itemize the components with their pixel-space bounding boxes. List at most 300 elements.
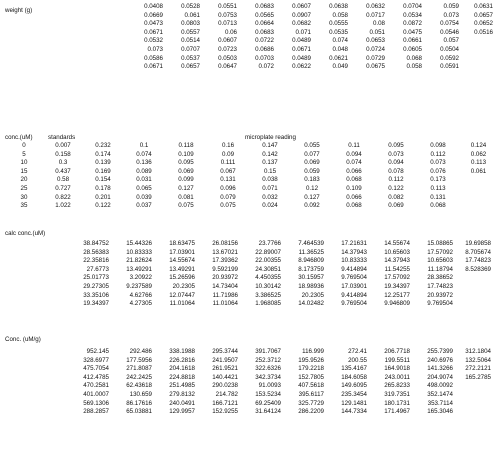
calc-cell: 8.705674 <box>465 248 491 256</box>
mass-cell: 149.6095 <box>341 382 367 390</box>
mass-cell: 86.17616 <box>126 399 152 407</box>
calc-row <box>66 300 491 309</box>
weight-cell: 0.0661 <box>403 37 422 45</box>
calc-cell: 15.08865 <box>427 240 453 247</box>
conc-row <box>5 194 498 203</box>
mass-cell: 286.2209 <box>298 408 324 416</box>
calc-cell: 22.89007 <box>255 248 281 256</box>
weight-cell: 0.0717 <box>366 11 385 19</box>
weight-table <box>126 3 493 72</box>
weight-cell: 0.0653 <box>366 37 385 45</box>
calc-cell: 23.7766 <box>258 240 281 247</box>
conc-cell: 30 <box>20 193 28 201</box>
mass-cell: 235.3454 <box>341 390 367 398</box>
weight-row <box>126 12 493 21</box>
mass-cell: 395.6117 <box>298 390 324 398</box>
calc-conc-table <box>66 240 491 309</box>
calc-cell: 20.2305 <box>172 282 195 290</box>
conc-table <box>5 142 498 211</box>
mass-cell: 240.0491 <box>169 399 195 407</box>
calc-cell: 38.84752 <box>83 240 109 247</box>
mass-cell: 144.7334 <box>341 408 367 416</box>
conc-cell: 0.113 <box>430 184 446 192</box>
weight-cell: 0.0591 <box>440 63 459 71</box>
weight-cell: 0.0753 <box>218 11 237 19</box>
mass-cell: 328.6977 <box>83 356 109 364</box>
conc-cell: 0.15 <box>263 167 277 175</box>
mass-cell: 195.9526 <box>298 356 324 364</box>
calc-cell: 17.39362 <box>212 257 238 265</box>
conc-cell: 0.094 <box>388 159 404 167</box>
weight-cell: 0.0528 <box>181 3 200 10</box>
conc-cell: 0.082 <box>388 193 404 201</box>
calc-cell: 9.769504 <box>341 300 367 308</box>
mass-cell <box>453 391 491 400</box>
mass-cell: 165.3046 <box>427 408 453 416</box>
conc-cell: 0.079 <box>220 193 236 201</box>
conc-cell: 0.232 <box>95 142 111 149</box>
weight-cell <box>459 46 493 55</box>
conc-cell: 0.109 <box>178 150 194 158</box>
conc-cell: 0.039 <box>136 193 152 201</box>
weight-cell: 0.0514 <box>181 37 200 45</box>
mass-cell: 255.7399 <box>427 348 453 355</box>
weight-cell: 0.0683 <box>255 28 274 36</box>
conc-cell: 0.437 <box>55 167 71 175</box>
calc-cell: 3.386525 <box>255 291 281 299</box>
mass-cell: 164.9018 <box>384 365 410 373</box>
calc-cell: 17.74823 <box>427 282 453 290</box>
conc-cell <box>459 202 498 211</box>
weight-cell: 0.06 <box>224 28 237 36</box>
calc-cell: 4.450355 <box>255 274 281 282</box>
mass-cell: 200.55 <box>348 356 367 364</box>
conc-cell: 0.068 <box>346 176 362 184</box>
mass-cell: 319.7351 <box>384 390 410 398</box>
weight-cell: 0.0675 <box>366 63 385 71</box>
mass-cell: 226.2816 <box>169 356 195 364</box>
calc-cell: 17.74823 <box>465 257 491 265</box>
weight-cell: 0.0592 <box>440 54 459 62</box>
calc-cell: 14.37943 <box>384 257 410 265</box>
conc-cell: 0.075 <box>178 202 194 210</box>
mass-row <box>66 400 491 409</box>
calc-cell: 15.44326 <box>126 240 152 247</box>
mass-cell: 135.4167 <box>341 365 367 373</box>
conc-cell: 0.037 <box>136 202 152 210</box>
calc-cell: 30.15957 <box>298 274 324 282</box>
weight-cell: 0.0671 <box>144 28 163 36</box>
weight-cell: 0.0872 <box>403 20 422 28</box>
weight-cell: 0.057 <box>443 37 459 45</box>
calc-cell: 7.464539 <box>298 240 324 247</box>
calc-cell: 11.36525 <box>298 248 324 256</box>
calc-cell: 10.65603 <box>427 257 453 265</box>
calc-cell: 15.26596 <box>169 274 195 282</box>
weight-cell: 0.058 <box>406 63 422 71</box>
conc-cell: 0.095 <box>388 142 404 149</box>
mass-cell: 292.486 <box>129 348 152 355</box>
conc-cell: 0.124 <box>470 142 487 149</box>
conc-cell: 0.074 <box>136 150 152 158</box>
mass-cell: 475.7054 <box>83 365 109 373</box>
mass-cell: 312.1804 <box>465 348 491 355</box>
mass-cell: 140.4421 <box>212 373 238 381</box>
weight-cell: 0.072 <box>258 63 274 71</box>
weight-cell: 0.0803 <box>181 20 200 28</box>
weight-cell: 0.0707 <box>181 45 200 53</box>
calc-cell: 4.62766 <box>129 291 152 299</box>
conc-cell: 0.073 <box>388 150 404 158</box>
mass-cell: 288.2857 <box>83 408 109 416</box>
mass-cell: 65.03881 <box>126 408 152 416</box>
conc-cell: 20 <box>20 176 28 184</box>
mass-cell: 62.43618 <box>126 382 152 390</box>
conc-label: conc.(uM) <box>5 134 33 141</box>
mass-cell: 116.999 <box>302 348 324 355</box>
weight-cell: 0.0516 <box>474 28 493 36</box>
calc-cell: 27.6773 <box>86 265 109 273</box>
weight-label: weight (g) <box>5 7 33 14</box>
conc-cell: 0.068 <box>346 202 362 210</box>
mass-cell: 412.4785 <box>83 373 109 381</box>
weight-cell: 0.0647 <box>218 63 237 71</box>
conc-row <box>5 159 498 168</box>
calc-row <box>66 240 491 249</box>
weight-cell: 0.061 <box>184 11 200 19</box>
mass-cell: 165.2785 <box>465 373 491 381</box>
mass-cell: 206.7718 <box>384 348 410 355</box>
weight-cell: 0.0657 <box>474 11 493 19</box>
conc-cell <box>459 194 498 203</box>
weight-cell: 0.0557 <box>181 28 200 36</box>
conc-cell: 0.822 <box>55 193 71 201</box>
conc-cell: 0.173 <box>430 176 446 184</box>
conc-cell: 0.1 <box>139 142 149 149</box>
calc-cell: 9.237589 <box>126 282 152 290</box>
mass-cell: 184.6058 <box>341 373 367 381</box>
weight-cell: 0.0565 <box>255 11 274 19</box>
mass-cell: 295.3744 <box>212 348 238 355</box>
conc-cell: 0.154 <box>95 176 111 184</box>
weight-cell: 0.0534 <box>403 11 422 19</box>
conc-cell: 0.055 <box>304 142 320 149</box>
conc-cell: 0.131 <box>220 176 236 184</box>
mass-cell: 91.0093 <box>258 382 281 390</box>
conc-cell: 0.089 <box>136 167 152 175</box>
conc-cell <box>459 185 498 194</box>
weight-cell: 0.0652 <box>474 20 493 28</box>
calc-cell: 26.08156 <box>212 240 238 247</box>
conc-cell: 0.038 <box>262 176 278 184</box>
weight-row <box>126 3 493 12</box>
calc-cell: 14.02482 <box>298 300 324 308</box>
weight-cell: 0.0723 <box>218 45 237 53</box>
mass-row <box>66 348 491 357</box>
calc-row <box>66 292 491 301</box>
mass-cell: 241.9507 <box>212 356 238 364</box>
weight-cell: 0.0686 <box>255 45 274 53</box>
conc-cell: 0.118 <box>178 142 194 149</box>
weight-cell: 0.0408 <box>144 3 163 10</box>
calc-cell: 9.946809 <box>384 300 410 308</box>
conc-cell: 0.069 <box>388 202 404 210</box>
weight-cell: 0.073 <box>443 11 459 19</box>
calc-cell: 10.83333 <box>126 248 152 256</box>
conc-cell: 0.061 <box>470 167 487 175</box>
weight-cell: 0.071 <box>295 28 311 36</box>
weight-cell: 0.0537 <box>181 54 200 62</box>
calc-row <box>66 266 491 275</box>
mass-cell: 290.0238 <box>212 382 238 390</box>
conc-cell: 0.077 <box>304 150 320 158</box>
conc-cell: 1.022 <box>55 202 71 210</box>
weight-cell: 0.058 <box>332 11 348 19</box>
mass-cell: 204.1618 <box>169 365 195 373</box>
weight-cell: 0.073 <box>147 45 163 53</box>
mass-cell: 152.7805 <box>298 373 324 381</box>
weight-cell: 0.0729 <box>366 54 385 62</box>
conc-cell: 0.032 <box>262 193 278 201</box>
calc-cell: 28.56383 <box>83 248 109 256</box>
weight-cell: 0.0683 <box>255 3 274 10</box>
calc-cell: 18.63475 <box>169 240 195 247</box>
conc-per-gram-table <box>66 348 491 417</box>
weight-row <box>126 63 493 72</box>
mass-cell: 31.64124 <box>255 408 281 416</box>
mass-cell: 129.9957 <box>169 408 195 416</box>
weight-cell: 0.074 <box>332 37 348 45</box>
conc-cell: 0.12 <box>305 184 319 192</box>
weight-cell: 0.0682 <box>292 20 311 28</box>
calc-cell: 11.01064 <box>212 300 238 308</box>
conc-row <box>5 142 498 151</box>
conc-cell: 0.127 <box>178 184 194 192</box>
conc-cell: 0.137 <box>262 159 278 167</box>
conc-cell: 0.111 <box>220 159 236 167</box>
weight-cell: 0.0722 <box>255 37 274 45</box>
weight-row <box>126 29 493 38</box>
weight-cell: 0.0546 <box>440 28 459 36</box>
conc-cell: 0.109 <box>346 184 362 192</box>
mass-cell: 498.0092 <box>427 382 453 390</box>
mass-cell: 129.1481 <box>341 399 367 407</box>
calc-cell: 4.27305 <box>129 300 152 308</box>
calc-cell: 14.37943 <box>341 248 367 256</box>
calc-cell: 10.65603 <box>384 248 410 256</box>
conc-cell: 0.031 <box>136 176 152 184</box>
mass-cell: 470.2581 <box>83 382 109 390</box>
conc-cell: 15 <box>20 167 28 175</box>
weight-cell: 0.059 <box>443 3 459 10</box>
conc-cell: 0.066 <box>346 193 362 201</box>
weight-cell: 0.0551 <box>218 3 237 10</box>
weight-cell: 0.0586 <box>144 54 163 62</box>
weight-cell: 0.0664 <box>255 20 274 28</box>
calc-cell <box>453 274 491 283</box>
microplate-reading-header: microplate reading <box>245 134 296 141</box>
mass-cell: 352.1474 <box>427 390 453 398</box>
mass-cell: 251.4985 <box>169 382 195 390</box>
mass-cell: 569.1306 <box>83 399 109 407</box>
conc-cell: 0.727 <box>55 184 71 192</box>
conc-cell: 0 <box>22 142 26 149</box>
calc-cell: 14.73404 <box>212 282 238 290</box>
conc-cell: 0.059 <box>304 167 320 175</box>
conc-cell: 0.066 <box>346 167 362 175</box>
conc-cell: 0.092 <box>304 202 320 210</box>
conc-cell: 0.3 <box>58 159 68 167</box>
mass-cell: 199.5511 <box>384 356 410 364</box>
conc-cell: 0.076 <box>430 167 446 175</box>
conc-cell: 0.183 <box>304 176 320 184</box>
conc-cell: 0.178 <box>95 184 111 192</box>
conc-cell: 0.081 <box>178 193 194 201</box>
conc-cell: 0.58 <box>56 176 70 184</box>
mass-cell: 141.3266 <box>427 365 453 373</box>
calc-cell: 19.34397 <box>83 300 109 308</box>
mass-cell: 130.659 <box>129 390 152 398</box>
mass-cell: 353.7114 <box>427 399 453 407</box>
calc-cell: 10.83333 <box>341 257 367 265</box>
weight-cell: 0.0555 <box>329 20 348 28</box>
calc-cell: 9.414894 <box>341 291 367 299</box>
mass-cell: 242.2425 <box>126 373 152 381</box>
conc-cell: 0.122 <box>388 184 404 192</box>
calc-cell: 11.54255 <box>384 265 410 273</box>
mass-cell: 166.7121 <box>212 399 238 407</box>
mass-cell: 272.41 <box>348 348 367 355</box>
mass-row <box>66 382 491 391</box>
conc-cell: 0.098 <box>430 142 446 149</box>
conc-row <box>5 202 498 211</box>
weight-cell: 0.0504 <box>440 45 459 53</box>
mass-cell: 177.5956 <box>126 356 152 364</box>
conc-cell: 0.068 <box>430 202 446 210</box>
weight-cell: 0.0657 <box>181 63 200 71</box>
conc-row <box>5 168 498 177</box>
calc-cell: 24.30851 <box>255 265 281 273</box>
mass-cell <box>453 400 491 409</box>
calc-cell: 22.00355 <box>255 257 281 265</box>
conc-cell: 25 <box>20 184 28 192</box>
calc-cell: 20.93972 <box>212 274 238 282</box>
mass-cell: 952.145 <box>86 348 109 355</box>
weight-cell: 0.0669 <box>144 11 163 19</box>
conc-cell: 0.062 <box>470 150 487 158</box>
mass-cell: 224.8818 <box>169 373 195 381</box>
calc-cell: 11.01064 <box>169 300 195 308</box>
conc-cell: 0.112 <box>388 176 404 184</box>
conc-cell <box>459 176 498 185</box>
calc-cell: 18.98936 <box>298 282 324 290</box>
calc-cell: 1.968085 <box>255 300 281 308</box>
conc-cell: 0.074 <box>346 159 362 167</box>
conc-per-gram-label: Conc. (uM/g) <box>5 336 41 343</box>
calc-cell: 22.35816 <box>83 257 109 265</box>
conc-cell: 0.094 <box>346 150 362 158</box>
mass-cell: 204.9074 <box>427 373 453 381</box>
conc-cell: 0.067 <box>220 167 236 175</box>
weight-cell: 0.0503 <box>218 54 237 62</box>
conc-cell: 0.122 <box>95 202 111 210</box>
calc-cell: 14.55674 <box>169 257 195 265</box>
weight-cell: 0.0535 <box>329 28 348 36</box>
calc-cell: 11.18794 <box>427 265 453 273</box>
calc-cell: 9.769504 <box>341 274 367 282</box>
weight-cell: 0.0724 <box>366 45 385 53</box>
mass-cell: 179.2218 <box>298 365 324 373</box>
mass-row <box>66 365 491 374</box>
calc-cell: 12.07447 <box>169 291 195 299</box>
weight-cell: 0.0489 <box>292 37 311 45</box>
mass-cell: 240.6976 <box>427 356 453 364</box>
mass-cell: 271.8087 <box>126 365 152 373</box>
mass-cell: 180.1731 <box>384 399 410 407</box>
mass-cell: 401.0007 <box>83 390 109 398</box>
conc-row <box>5 185 498 194</box>
mass-cell: 338.1988 <box>169 348 195 355</box>
calc-cell: 17.21631 <box>341 240 367 247</box>
weight-cell: 0.0621 <box>329 54 348 62</box>
weight-cell: 0.0475 <box>403 28 422 36</box>
weight-cell: 0.0754 <box>440 20 459 28</box>
calc-cell: 17.57092 <box>384 274 410 282</box>
mass-row <box>66 408 491 417</box>
calc-cell <box>453 300 491 309</box>
conc-cell: 0.099 <box>178 176 194 184</box>
conc-cell: 0.136 <box>136 159 152 167</box>
calc-cell <box>453 283 491 292</box>
conc-cell: 0.09 <box>221 150 235 158</box>
calc-cell: 9.592199 <box>212 265 238 273</box>
weight-cell: 0.051 <box>369 28 385 36</box>
calc-cell: 20.2305 <box>301 291 324 299</box>
conc-cell: 0.073 <box>430 159 446 167</box>
mass-row <box>66 374 491 383</box>
weight-cell <box>459 37 493 46</box>
conc-cell: 0.113 <box>470 159 487 167</box>
standards-header: standards <box>48 134 76 141</box>
weight-cell: 0.0671 <box>144 63 163 71</box>
weight-cell: 0.0607 <box>292 3 311 10</box>
conc-cell: 0.174 <box>95 150 111 158</box>
calc-cell: 13.49291 <box>126 265 152 273</box>
mass-row <box>66 391 491 400</box>
calc-cell: 10.30142 <box>255 282 281 290</box>
conc-cell: 5 <box>22 150 26 158</box>
conc-cell: 0.127 <box>304 193 320 201</box>
mass-cell: 243.0011 <box>384 373 410 381</box>
conc-cell: 0.065 <box>136 184 152 192</box>
mass-cell: 322.6326 <box>255 365 281 373</box>
weight-cell: 0.08 <box>372 20 385 28</box>
calc-cell: 20.93972 <box>427 291 453 299</box>
conc-cell: 0.147 <box>262 142 278 149</box>
calc-cell: 8.946809 <box>298 257 324 265</box>
mass-cell: 69.25409 <box>255 399 281 407</box>
conc-cell: 0.095 <box>178 159 194 167</box>
conc-cell: 35 <box>20 202 28 210</box>
mass-cell: 261.9521 <box>212 365 238 373</box>
mass-cell: 325.7729 <box>298 399 324 407</box>
mass-cell: 272.2121 <box>465 365 491 373</box>
conc-cell: 0.075 <box>220 202 236 210</box>
calc-cell: 21.82624 <box>126 257 152 265</box>
conc-cell: 0.11 <box>348 142 360 149</box>
weight-cell: 0.0632 <box>366 3 385 10</box>
weight-row <box>126 55 493 64</box>
